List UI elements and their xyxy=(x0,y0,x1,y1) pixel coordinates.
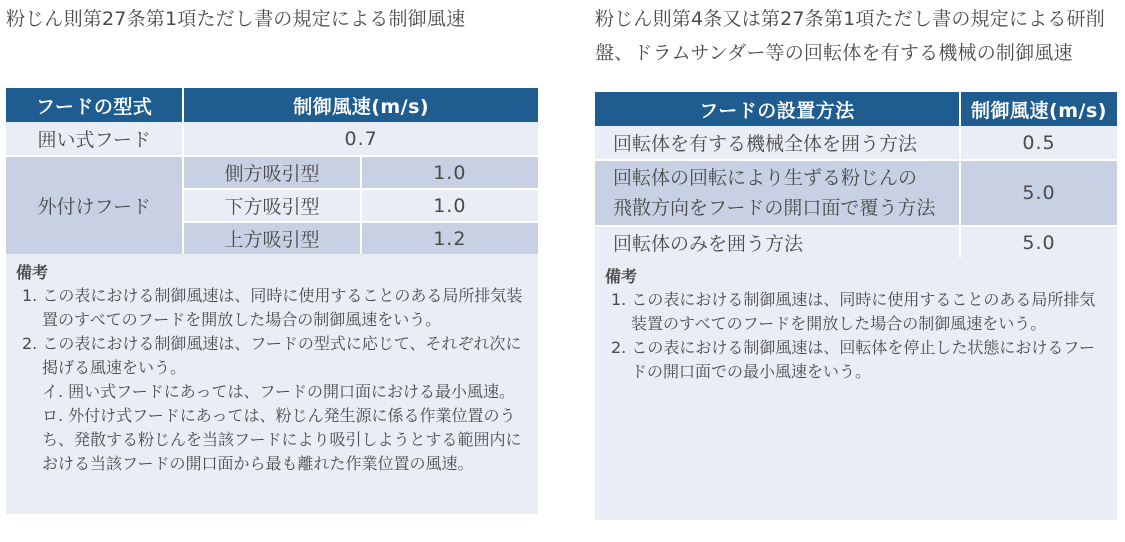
right-row-3-value: 5.0 xyxy=(1022,231,1056,254)
left-note-2: 2. この表における制御風速は、フードの型式に応じて、それぞれ次に掲げる風速をいう。 xyxy=(22,334,522,377)
left-outer-subtype-2: 下方吸引型 xyxy=(183,189,360,222)
left-header-type: フードの型式 xyxy=(6,88,183,122)
left-panel xyxy=(6,0,538,514)
right-row-1-value: 0.5 xyxy=(1022,131,1056,154)
right-table xyxy=(595,92,1117,258)
left-outer-value-3: 1.2 xyxy=(361,222,538,254)
left-outer-value-1: 1.0 xyxy=(361,156,538,189)
right-note-2: 2. この表における制御風速は、回転体を停止した状態におけるフードの開口面での最小風速をいう。 xyxy=(611,338,1095,381)
right-header-speed: 制御風速(m/s) xyxy=(960,92,1117,126)
right-row-2-method-line2: 飛散方向をフードの開口面で覆う方法 xyxy=(613,197,936,219)
left-table xyxy=(6,88,538,254)
left-row-enclosed-value: 0.7 xyxy=(344,127,378,150)
right-row-1-method: 回転体を有する機械全体を囲う方法 xyxy=(595,126,960,160)
right-notes xyxy=(595,258,1117,520)
left-notes xyxy=(6,254,538,514)
left-subnote-i: イ. 囲い式フードにあっては、フードの開口面における最小風速。 xyxy=(42,382,516,401)
left-notes-heading: 備考 xyxy=(16,263,49,282)
right-panel xyxy=(595,0,1117,520)
left-subnote-ro: ロ. 外付け式フードにあっては、粉じん発生源に係る作業位置のうち、発散する粉じんを当該フードにより吸引しようとする範囲内における当該フードの開口面から最も離れた作業位置の風速。 xyxy=(42,406,522,473)
left-note-1: 1. この表における制御風速は、同時に使用することのある局所排気装置のすべてのフードを開放した場合の制御風速をいう。 xyxy=(22,286,523,329)
right-title-line1: 粉じん則第4条又は第27条第1項ただし書の規定による研削 xyxy=(595,8,1105,30)
right-row-2-method xyxy=(595,160,960,226)
left-outer-value-2: 1.0 xyxy=(361,189,538,222)
left-title: 粉じん則第27条第1項ただし書の規定による制御風速 xyxy=(6,8,466,30)
left-outer-subtype-1: 側方吸引型 xyxy=(183,156,360,189)
left-outer-subtype-3: 上方吸引型 xyxy=(183,222,360,254)
right-row-2-method-line1: 回転体の回転により生ずる粉じんの xyxy=(613,167,918,189)
left-outer-hood-type: 外付けフード xyxy=(6,156,183,254)
right-row-3-method: 回転体のみを囲う方法 xyxy=(595,226,960,258)
right-note-1: 1. この表における制御風速は、同時に使用することのある局所排気装置のすべてのフードを開放した場合の制御風速をいう。 xyxy=(611,290,1096,333)
left-row-enclosed-type: 囲い式フード xyxy=(6,122,183,156)
right-notes-heading: 備考 xyxy=(605,267,638,286)
right-title-line2: 盤、ドラムサンダー等の回転体を有する機械の制御風速 xyxy=(595,42,1073,64)
right-header-method: フードの設置方法 xyxy=(595,92,960,126)
left-header-speed: 制御風速(m/s) xyxy=(183,88,538,122)
right-row-2-value: 5.0 xyxy=(960,160,1117,226)
